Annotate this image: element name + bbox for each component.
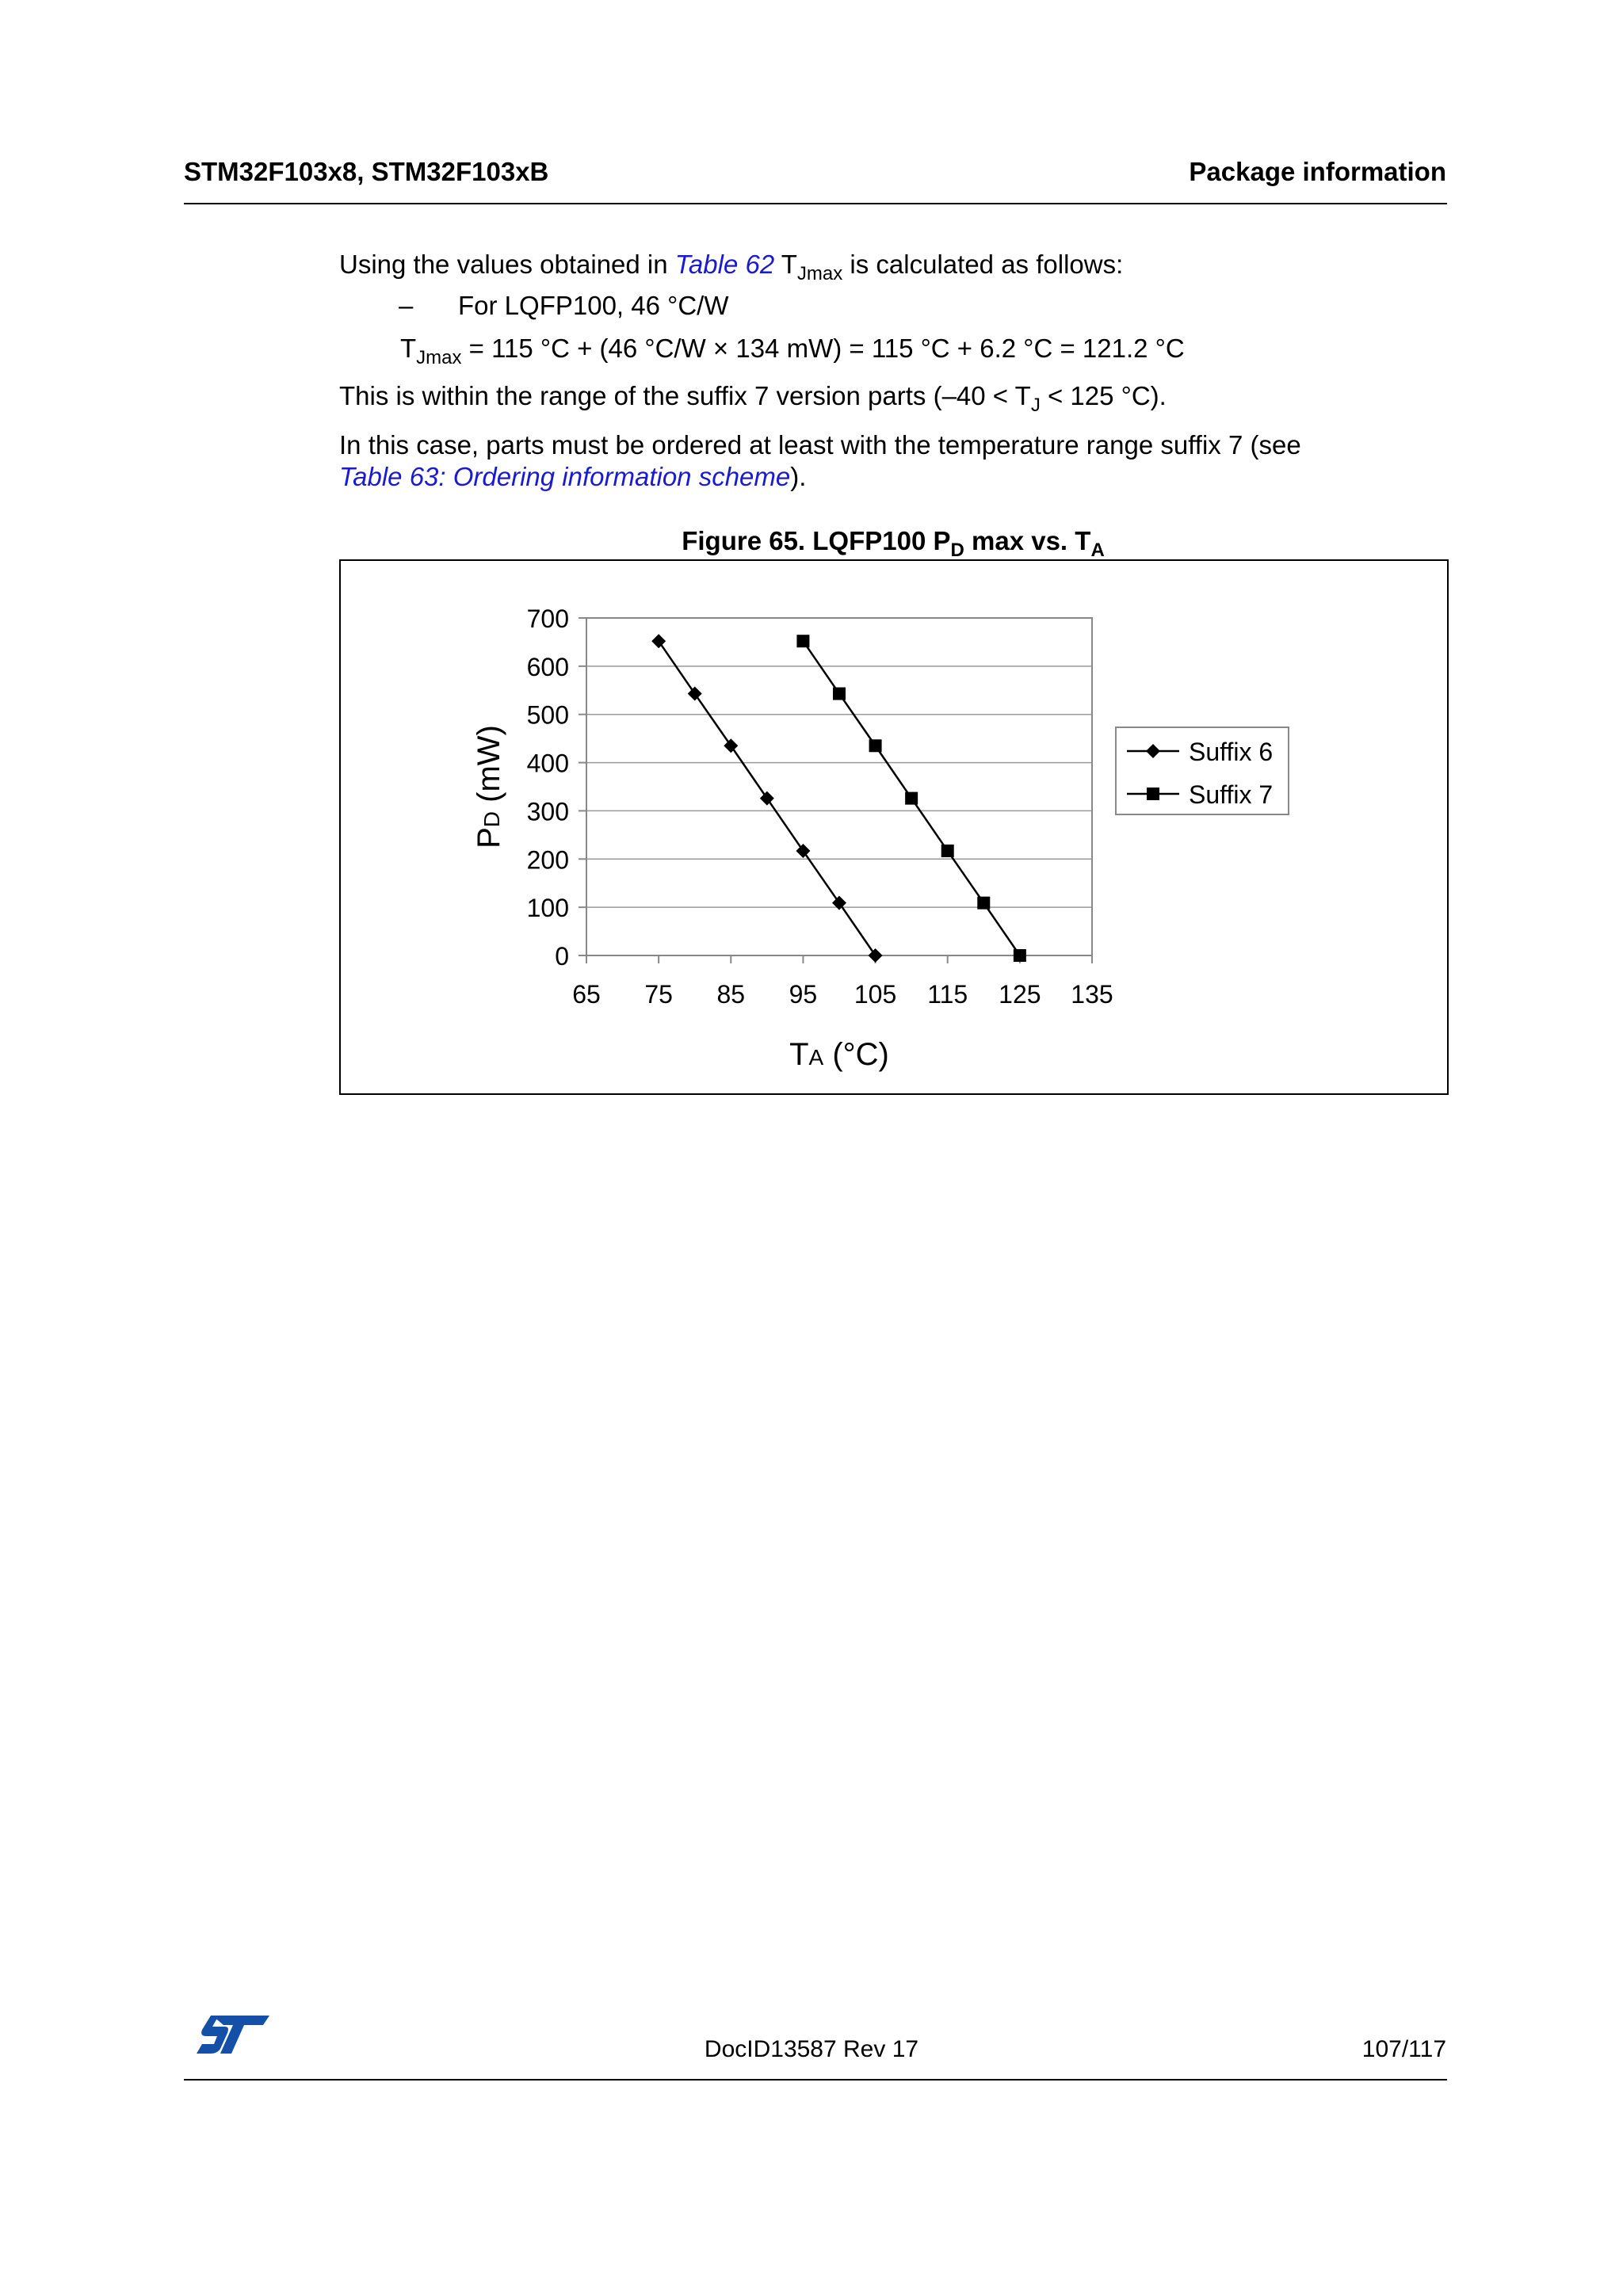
x-tick-85: 85 (716, 980, 746, 1009)
footer-doc-id: DocID13587 Rev 17 (704, 2036, 919, 2062)
y-tick-300: 300 (526, 797, 569, 826)
table-63-link[interactable]: Table 63: Ordering information scheme (339, 462, 791, 491)
x-tick-labels (572, 955, 1113, 1009)
series-1-point-0 (651, 634, 666, 648)
bullet-text: For LQFP100, 46 °C/W (458, 291, 729, 320)
y-tick-labels (527, 605, 586, 971)
footer-rule (184, 2079, 1447, 2081)
chart-series (651, 634, 1026, 963)
series-2-point-2 (869, 739, 882, 752)
footer-page-number: 107/117 (1361, 2036, 1446, 2062)
header-section: Package information (1189, 157, 1446, 186)
equation: $T_{Jmax} = 115$ °C + (46 °C/W × 134 mW) = 115 °C + 6.2 °C = 121.2 °C (400, 334, 1185, 368)
series-2-point-6 (1014, 949, 1026, 962)
series-1-point-5 (832, 896, 846, 910)
x-tick-75: 75 (644, 980, 673, 1009)
header-rule (184, 203, 1447, 204)
legend-label-1: Suffix 6 (1189, 738, 1274, 766)
x-tick-135: 135 (1071, 980, 1113, 1009)
series-1 (651, 634, 882, 963)
legend-marker-2 (1147, 788, 1159, 800)
y-tick-400: 400 (526, 749, 569, 778)
series-1-point-2 (724, 738, 738, 753)
paragraph-range: This is within the range of the suffix 7 version parts ($-40 < T_J < 125$ °C). (339, 381, 1167, 416)
series-1-point-1 (688, 687, 702, 701)
y-tick-200: 200 (526, 845, 569, 875)
series-2-point-1 (833, 688, 846, 700)
series-2-point-5 (977, 897, 990, 910)
x-axis-label: TA (°C) (789, 1037, 889, 1072)
header-title: STM32F103x8, STM32F103xB (184, 157, 549, 186)
y-tick-0: 0 (555, 942, 569, 971)
paragraph-intro: Using the values obtained in Table 62 $T_{Jmax}$ is calculated as follows: (339, 250, 1124, 284)
series-2-point-4 (941, 845, 954, 857)
table-62-link[interactable]: Table 62 (674, 250, 775, 279)
x-tick-65: 65 (572, 980, 601, 1009)
y-tick-500: 500 (526, 700, 569, 730)
y-tick-600: 600 (526, 652, 569, 681)
series-2-point-0 (796, 635, 809, 647)
series-1-point-6 (869, 948, 883, 963)
figure-box (339, 559, 1449, 1095)
x-tick-125: 125 (999, 980, 1041, 1009)
figure-caption: Figure 65. LQFP100 $P_D$ max vs. $T_A$ (682, 526, 1105, 561)
chart-legend (1116, 727, 1289, 814)
legend-label-2: Suffix 7 (1189, 780, 1274, 809)
bullet-dash: – (399, 291, 414, 320)
y-tick-700: 700 (526, 605, 569, 633)
x-tick-95: 95 (789, 980, 818, 1009)
paragraph-ordering: In this case, parts must be ordered at least with the temperature range suffix 7 (see Table 63: Ordering information scheme). (339, 430, 1301, 491)
x-tick-115: 115 (927, 980, 968, 1009)
y-tick-100: 100 (526, 894, 569, 923)
pd-vs-ta-chart (341, 561, 1447, 1093)
series-1-point-4 (796, 844, 810, 858)
x-tick-105: 105 (854, 980, 897, 1009)
series-2 (796, 635, 1025, 962)
series-1-point-3 (760, 791, 774, 806)
y-axis-label: PD (mW) (472, 725, 506, 849)
series-2-point-3 (905, 792, 918, 805)
